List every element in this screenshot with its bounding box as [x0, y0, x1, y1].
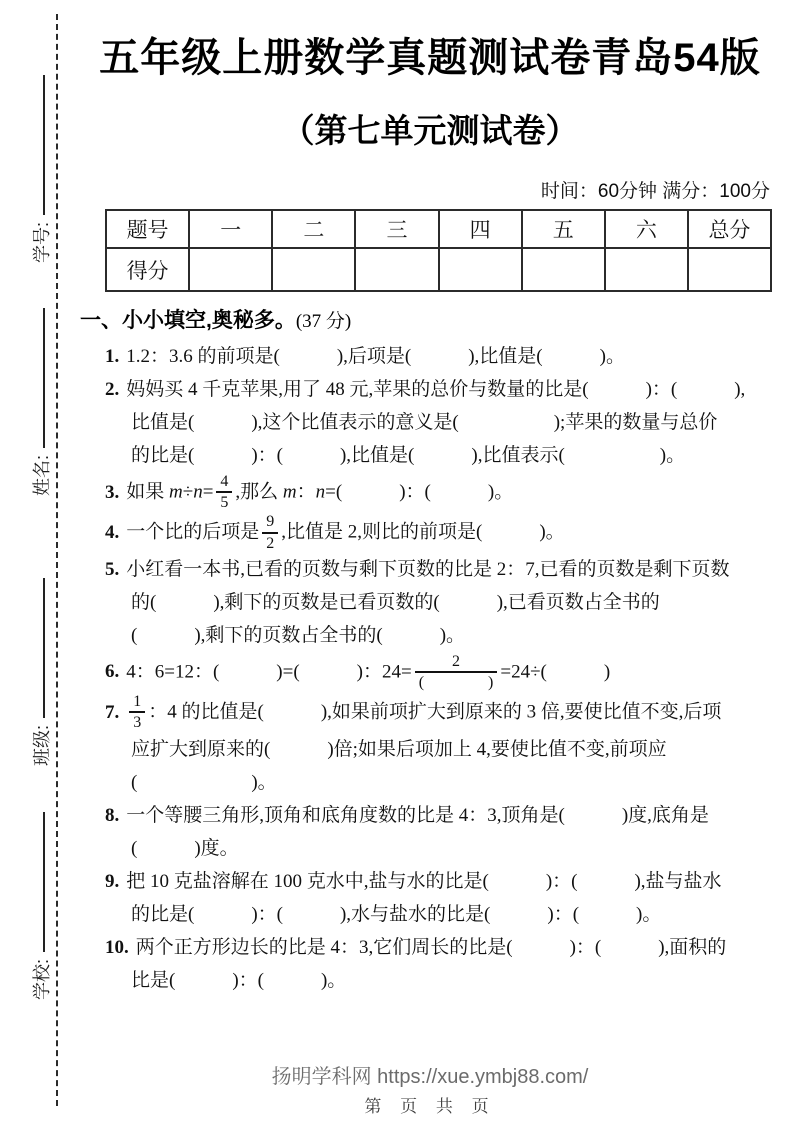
question-line: ( )。 [131, 771, 277, 793]
question-line: ( )度。 [131, 837, 239, 859]
write-line [41, 75, 45, 215]
write-line [41, 578, 45, 718]
question-number: 2. [105, 379, 120, 400]
question-6 [105, 652, 780, 692]
question-line: 2. 妈妈买 4 千克苹果,用了 48 元,苹果的总价与数量的比是( )：( ), [105, 379, 746, 400]
question-5 [105, 553, 780, 652]
question-line: 3. 如果 m÷n= $\frac{4}{5}$ ,那么 m：n=( )：( )。 [105, 473, 514, 512]
question-2 [105, 373, 780, 472]
fraction: $\frac{1}{3}$ [129, 692, 145, 732]
score-column-1: 一 [189, 210, 272, 248]
fraction: $\frac{9}{2}$ [262, 512, 278, 552]
score-table-header-row [106, 210, 771, 248]
student-id-label: 学号: [32, 221, 52, 263]
question-line: 4. 一个比的后项是 $\frac{9}{2}$ ,比值是 2,则比的前项是( )。 [105, 513, 565, 552]
question-line: ( ),剩下的页数占全书的( )。 [131, 624, 466, 646]
question-3 [105, 472, 780, 512]
main-content [80, 0, 780, 997]
name-field [28, 308, 54, 496]
fraction: $\frac{2}{( )}$ [415, 652, 498, 692]
question-line: 8. 一个等腰三角形,顶角和底角度数的比是 4：3,顶角是( )度,底角是 [105, 804, 709, 826]
score-table [105, 209, 772, 292]
score-column-4: 四 [439, 210, 522, 248]
question-number: 7. [105, 701, 120, 723]
question-10 [105, 931, 780, 997]
question-number: 3. [105, 481, 120, 503]
questions [105, 340, 780, 997]
score-column-5: 五 [522, 210, 605, 248]
cut-dashed-line [56, 14, 58, 1106]
score-cell [605, 248, 688, 291]
question-line: 9. 把 10 克盐溶解在 100 克水中,盐与水的比是( )：( ),盐与盐水 [105, 870, 722, 892]
exam-meta: 时间：60分钟 满分：100分 [540, 181, 770, 202]
question-number: 1. [105, 346, 120, 367]
page-number-line: 第 页 共 页 [364, 1097, 496, 1116]
question-1 [105, 340, 780, 373]
score-cell [439, 248, 522, 291]
class-label: 班级: [32, 724, 52, 766]
write-line [41, 308, 45, 448]
footer [80, 1060, 780, 1117]
question-line: 7. $\frac{1}{3}$ ：4 的比值是( ),如果前项扩大到原来的 3 倍,要使比值不变,后项 [105, 693, 722, 732]
question-line: 的( ),剩下的页数是已看页数的( ),已看页数占全书的 [131, 591, 660, 613]
score-table-corner: 题号 [106, 210, 189, 248]
student-id-field [28, 75, 54, 263]
question-line: 6. 4：6=12：( )=( )：24= $\frac{2}{( )}$ =24÷( ) [105, 652, 611, 691]
fraction: $\frac{4}{5}$ [216, 472, 232, 512]
score-cell [355, 248, 438, 291]
name-label: 姓名: [32, 454, 52, 496]
question-line: 比值是( ),这个比值表示的意义是( );苹果的数量与总价 [131, 412, 718, 433]
score-row-label: 得分 [106, 248, 189, 291]
question-7 [105, 692, 780, 798]
question-4 [105, 512, 780, 552]
score-cell [522, 248, 605, 291]
school-field [28, 812, 54, 1000]
write-line [41, 812, 45, 952]
question-number: 9. [105, 870, 120, 892]
page-subtitle: （第七单元测试卷） [281, 112, 579, 149]
score-column-6: 六 [605, 210, 688, 248]
question-line: 的比是( )：( ),比值是( ),比值表示( )。 [131, 445, 686, 466]
question-number: 5. [105, 558, 120, 580]
question-number: 10. [105, 936, 129, 958]
score-cell [189, 248, 272, 291]
question-line: 应扩大到原来的( )倍;如果后项加上 4,要使比值不变,前项应 [131, 738, 667, 760]
question-line: 5. 小红看一本书,已看的页数与剩下页数的比是 2：7,已看的页数是剩下页数 [105, 558, 730, 580]
question-8 [105, 799, 780, 865]
score-cell [688, 248, 771, 291]
question-number: 4. [105, 521, 120, 543]
site-url: 扬明学科网 https://xue.ymbj88.com/ [271, 1066, 589, 1088]
score-column-2: 二 [272, 210, 355, 248]
question-line: 的比是( )：( ),水与盐水的比是( )：( )。 [131, 903, 662, 925]
score-column-total: 总分 [688, 210, 771, 248]
question-line: 10. 两个正方形边长的比是 4：3,它们周长的比是( )：( ),面积的 [105, 936, 727, 958]
class-field [28, 578, 54, 766]
question-number: 8. [105, 804, 120, 826]
school-label: 学校: [32, 958, 52, 1000]
section-1-heading [80, 304, 780, 334]
page-title: 五年级上册数学真题测试卷青岛54版 [99, 36, 761, 80]
score-table-score-row [106, 248, 771, 291]
question-number: 6. [105, 661, 120, 683]
question-line: 比是( )：( )。 [131, 969, 347, 991]
question-9 [105, 865, 780, 931]
question-line: 1. 1.2：3.6 的前项是( ),后项是( ),比值是( )。 [105, 346, 625, 367]
section-1-score: (37 分) [295, 311, 352, 332]
section-1-heading-text: 一、小小填空,奥秘多。 [80, 309, 296, 332]
score-column-3: 三 [355, 210, 438, 248]
score-cell [272, 248, 355, 291]
